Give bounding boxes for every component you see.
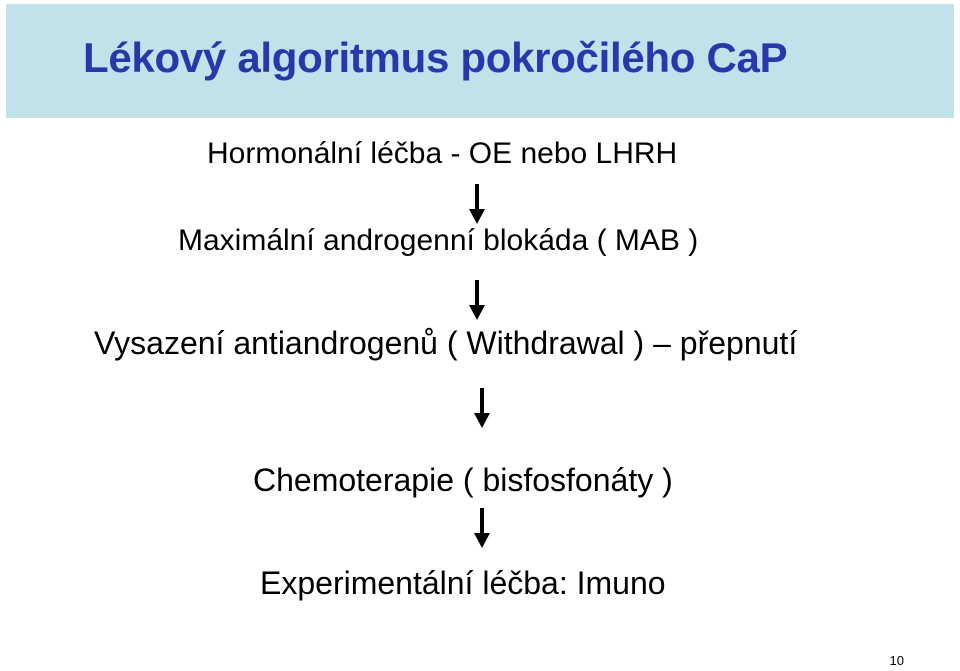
page-number: 10 xyxy=(889,653,904,668)
down-arrow-icon xyxy=(473,388,491,428)
down-arrow-icon xyxy=(468,184,486,224)
down-arrow-icon xyxy=(473,508,491,548)
flow-step-chemotherapy: Chemoterapie ( bisfosfonáty ) xyxy=(253,462,673,498)
slide-title: Lékový algoritmus pokročilého CaP xyxy=(83,34,788,81)
flow-step-withdrawal: Vysazení antiandrogenů ( Withdrawal ) – přepnutí xyxy=(94,325,798,361)
down-arrow-icon xyxy=(468,280,486,320)
flow-step-experimental: Experimentální léčba: Imuno xyxy=(260,565,666,601)
title-bar xyxy=(6,4,954,118)
flow-step-mab: Maximální androgenní blokáda ( MAB ) xyxy=(178,224,699,257)
flow-step-hormonal-therapy: Hormonální léčba - OE nebo LHRH xyxy=(207,137,678,170)
